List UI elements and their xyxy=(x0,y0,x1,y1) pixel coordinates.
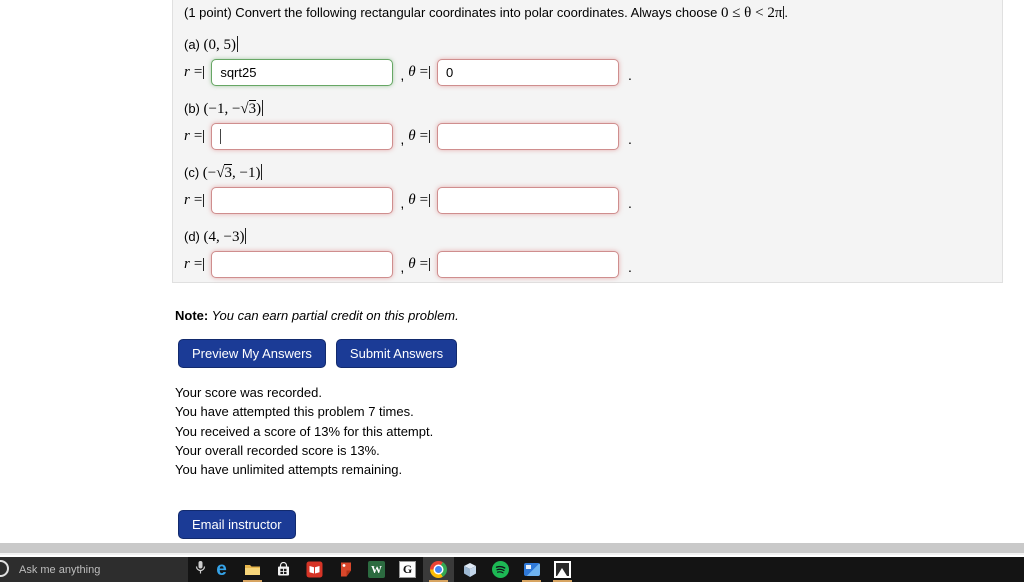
cursor-bar xyxy=(429,66,430,79)
equals-sign: = xyxy=(193,191,203,208)
cursor-bar xyxy=(429,130,430,143)
equals-sign: = xyxy=(419,191,429,208)
r-label: r xyxy=(184,127,190,144)
equals-sign: = xyxy=(419,63,429,80)
part-label: (c) xyxy=(184,165,200,180)
answer-buttons-row xyxy=(178,339,457,368)
theta-answer-input-b[interactable] xyxy=(437,123,619,150)
mail-card-app-icon[interactable] xyxy=(516,557,547,582)
equals-sign: = xyxy=(419,127,429,144)
cursor-bar xyxy=(429,194,430,207)
part-label: (b) xyxy=(184,101,200,116)
cursor-bar xyxy=(203,258,204,271)
cube-app-icon[interactable] xyxy=(454,557,485,582)
period: . xyxy=(628,67,632,83)
overall-score-line: Your overall recorded score is 13%. xyxy=(175,442,380,458)
coord-text: , −1) xyxy=(231,165,261,181)
cursor-bar xyxy=(261,164,262,180)
windows-taskbar xyxy=(0,557,1024,582)
problem-panel xyxy=(172,0,1003,283)
r-label: r xyxy=(184,63,190,80)
theta-answer-input-c[interactable] xyxy=(437,187,619,214)
cortana-icon[interactable] xyxy=(0,560,9,577)
email-row xyxy=(178,510,296,539)
g-app-icon[interactable]: G xyxy=(392,557,423,582)
microphone-icon[interactable] xyxy=(195,560,206,580)
part-b-answer-row xyxy=(184,122,1002,150)
comma: , xyxy=(400,259,405,275)
edge-icon[interactable]: e xyxy=(216,559,227,580)
search-placeholder: Ask me anything xyxy=(19,563,101,576)
theta-label: θ xyxy=(408,255,416,272)
coord-text: (4, −3) xyxy=(203,229,245,245)
w-app-icon[interactable]: W xyxy=(361,557,392,582)
cortana-search-box[interactable] xyxy=(0,557,188,582)
submit-answers-button[interactable]: Submit Answers xyxy=(336,339,457,368)
period: . xyxy=(628,195,632,211)
theta-answer-input-a[interactable] xyxy=(437,59,619,86)
part-b xyxy=(184,99,1002,150)
cursor-bar xyxy=(203,66,204,79)
photos-icon[interactable] xyxy=(547,557,578,582)
coord-radicand: 3 xyxy=(248,101,257,117)
note-label: Note: xyxy=(175,308,209,323)
coord-radicand: 3 xyxy=(224,165,232,181)
cursor-bar xyxy=(203,194,204,207)
microsoft-store-icon[interactable] xyxy=(268,557,299,582)
window-bottom-strip xyxy=(0,543,1024,555)
part-a-coordinates xyxy=(184,35,1002,55)
coord-text: (−√ xyxy=(202,165,225,181)
part-a xyxy=(184,35,1002,86)
period: . xyxy=(628,131,632,147)
theta-answer-input-d[interactable] xyxy=(437,251,619,278)
problem-header xyxy=(184,5,1002,22)
problem-header-math: 0 ≤ θ < 2π xyxy=(720,5,783,21)
partial-credit-note xyxy=(175,308,459,323)
chrome-icon[interactable] xyxy=(423,557,454,582)
spotify-icon[interactable] xyxy=(485,557,516,582)
theta-label: θ xyxy=(408,191,416,208)
problem-header-period: . xyxy=(784,5,789,20)
email-instructor-button[interactable]: Email instructor xyxy=(178,510,296,539)
attempts-line: You have attempted this problem 7 times. xyxy=(175,404,414,420)
theta-label: θ xyxy=(408,127,416,144)
results-messages xyxy=(175,383,433,479)
coord-text: ) xyxy=(256,101,262,117)
attempt-score-line: You received a score of 13% for this attempt. xyxy=(175,423,434,439)
cursor-bar xyxy=(203,130,204,143)
cursor-bar xyxy=(245,228,246,244)
equals-sign: = xyxy=(193,127,203,144)
period: . xyxy=(628,259,632,275)
reader-book-icon[interactable] xyxy=(299,557,330,582)
r-label: r xyxy=(184,255,190,272)
preview-answers-button[interactable]: Preview My Answers xyxy=(178,339,326,368)
equals-sign: = xyxy=(419,255,429,272)
coord-text: (−1, −√ xyxy=(203,101,249,117)
comma: , xyxy=(400,195,405,211)
part-label: (a) xyxy=(184,37,200,52)
r-answer-input-b[interactable] xyxy=(211,123,393,150)
text-caret xyxy=(220,129,221,144)
r-answer-input-a[interactable] xyxy=(211,59,393,86)
part-label: (d) xyxy=(184,229,200,244)
comma: , xyxy=(400,67,405,83)
part-d-coordinates xyxy=(184,227,1002,247)
part-d xyxy=(184,227,1002,278)
cursor-bar xyxy=(262,100,263,116)
part-a-answer-row xyxy=(184,58,1002,86)
part-c-coordinates xyxy=(184,163,1002,183)
coord-text: (0, 5) xyxy=(203,37,237,53)
note-text: You can earn partial credit on this problem. xyxy=(208,308,459,323)
theta-label: θ xyxy=(408,63,416,80)
cursor-bar xyxy=(429,258,430,271)
part-b-coordinates xyxy=(184,99,1002,119)
equals-sign: = xyxy=(193,63,203,80)
r-answer-input-d[interactable] xyxy=(211,251,393,278)
r-answer-input-c[interactable] xyxy=(211,187,393,214)
problem-header-text: (1 point) Convert the following rectangular coordinates into polar coordinates. Always choose xyxy=(184,5,718,20)
file-explorer-icon[interactable] xyxy=(237,557,268,582)
r-label: r xyxy=(184,191,190,208)
comma: , xyxy=(400,131,405,147)
unlimited-attempts-line: You have unlimited attempts remaining. xyxy=(175,462,403,478)
score-recorded-line: Your score was recorded. xyxy=(175,385,322,400)
equals-sign: = xyxy=(193,255,203,272)
part-d-answer-row xyxy=(184,250,1002,278)
cursor-bar xyxy=(237,36,238,52)
part-c-answer-row xyxy=(184,186,1002,214)
notes-app-icon[interactable] xyxy=(330,557,361,582)
part-c xyxy=(184,163,1002,214)
